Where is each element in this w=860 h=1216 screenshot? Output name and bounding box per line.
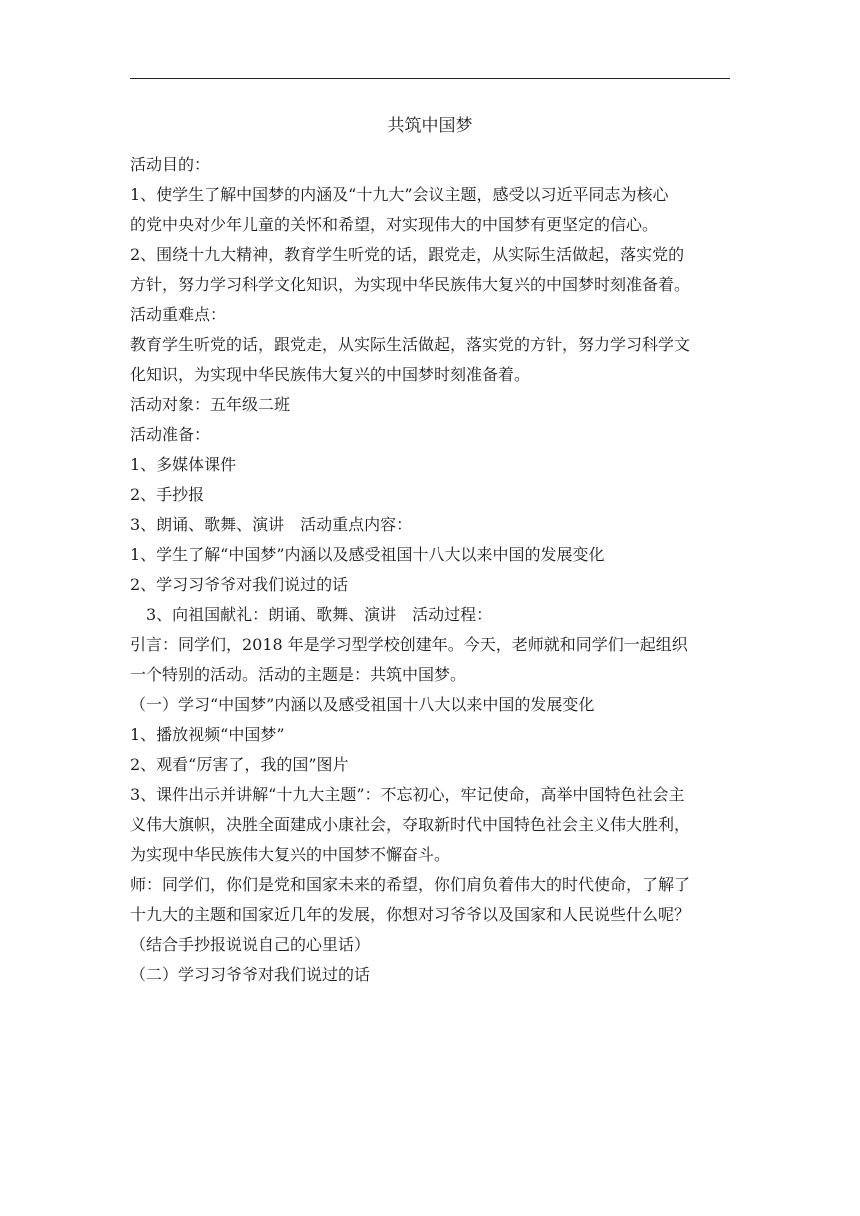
paragraph-line: 引言：同学们，2018 年是学习型学校创建年。今天，老师就和同学们一起组织 — [130, 635, 688, 654]
paragraph-line: 2、围绕十九大精神，教育学生听党的话，跟党走，从实际生活做起，落实党的 — [130, 245, 685, 264]
section-heading-audience: 活动对象：五年级二班 — [130, 395, 291, 414]
paragraph-line: 义伟大旗帜，决胜全面建成小康社会，夺取新时代中国特色社会主义伟大胜利， — [130, 815, 691, 834]
list-item: 3、向祖国献礼：朗诵、歌舞、演讲 活动过程： — [146, 605, 493, 624]
paragraph-line: 的党中央对少年儿童的关怀和希望，对实现伟大的中国梦有更坚定的信心。 — [130, 215, 659, 234]
list-item: 1、多媒体课件 — [130, 455, 237, 474]
section-heading-key-points: 活动重难点： — [130, 305, 227, 324]
list-item: 2、观看“厉害了，我的国”图片 — [130, 755, 349, 774]
paragraph-line: 教育学生听党的话，跟党走，从实际生活做起，落实党的方针，努力学习科学文 — [130, 335, 691, 354]
paragraph-line: 3、课件出示并讲解“十九大主题”：不忘初心，牢记使命，高举中国特色社会主 — [130, 785, 685, 804]
paragraph-line: （结合手抄报说说自己的心里话） — [130, 935, 371, 954]
paragraph-line: 十九大的主题和国家近几年的发展，你想对习爷爷以及国家和人民说些什么呢？ — [130, 905, 691, 924]
section-heading-preparation: 活动准备： — [130, 425, 211, 444]
list-item: 2、手抄报 — [130, 485, 205, 504]
document-body — [130, 150, 730, 990]
list-item: 3、朗诵、歌舞、演讲 活动重点内容： — [130, 515, 413, 534]
document-title: 共筑中国梦 — [387, 116, 473, 136]
paragraph-line: 为实现中华民族伟大复兴的中国梦不懈奋斗。 — [130, 845, 451, 864]
section-heading-part-one: （一）学习“中国梦”内涵以及感受祖国十八大以来中国的发展变化 — [130, 695, 595, 714]
paragraph-line: 方针，努力学习科学文化知识，为实现中华民族伟大复兴的中国梦时刻准备着。 — [130, 275, 691, 294]
paragraph-line: 一个特别的活动。活动的主题是：共筑中国梦。 — [130, 665, 467, 684]
list-item: 1、学生了解“中国梦”内涵以及感受祖国十八大以来中国的发展变化 — [130, 545, 605, 564]
header-rule — [130, 78, 730, 79]
list-item: 2、学习习爷爷对我们说过的话 — [130, 575, 349, 594]
paragraph-line: 化知识，为实现中华民族伟大复兴的中国梦时刻准备着。 — [130, 365, 531, 384]
list-item: 1、播放视频“中国梦” — [130, 725, 285, 744]
section-heading-part-two: （二）学习习爷爷对我们说过的话 — [130, 965, 371, 984]
paragraph-line: 师：同学们，你们是党和国家未来的希望，你们肩负着伟大的时代使命，了解了 — [130, 875, 691, 894]
paragraph-line: 1、使学生了解中国梦的内涵及“十九大”会议主题，感受以习近平同志为核心 — [130, 185, 669, 204]
section-heading-purpose: 活动目的： — [130, 155, 211, 174]
